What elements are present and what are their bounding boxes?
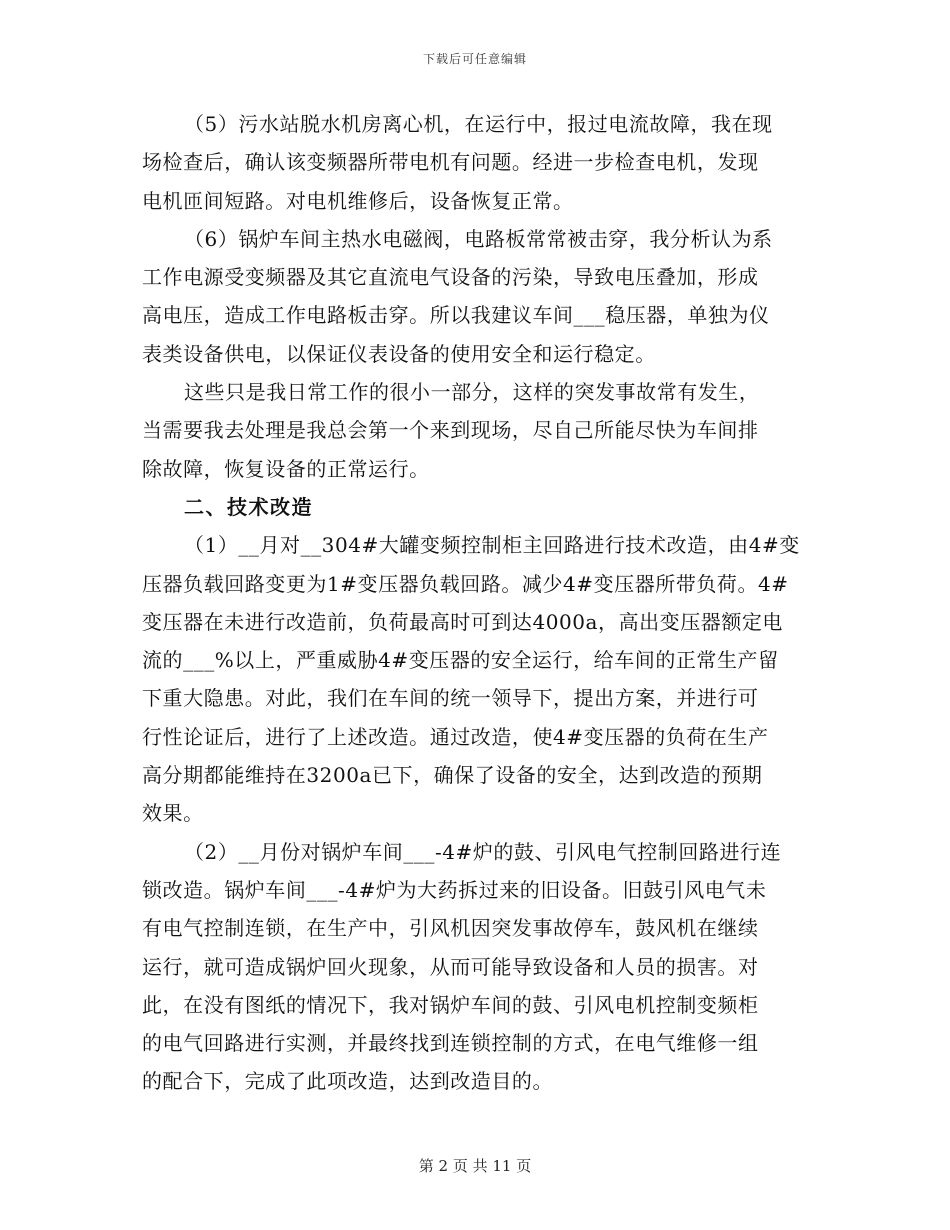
summary-paragraph-line-1: 这些只是我日常工作的很小一部分，这样的突发事故常有发生， bbox=[184, 380, 760, 405]
item-1-line-4: 流的___%以上，严重威胁4#变压器的安全运行，给车间的正常生产留 bbox=[142, 648, 779, 673]
item-2-line-2: 锁改造。锅炉车间___-4#炉为大药拆过来的旧设备。旧鼓引风电气未 bbox=[142, 877, 767, 902]
item-1-line-1: （1）__月对__304#大罐变频控制柜主回路进行技术改造，由4#变 bbox=[184, 533, 800, 558]
page-header: 下载后可任意编辑 bbox=[422, 52, 527, 66]
item-1-line-6: 行性论证后，进行了上述改造。通过改造，使4#变压器的负荷在生产 bbox=[142, 724, 769, 749]
summary-paragraph-line-2: 当需要我去处理是我总会第一个来到现场，尽自己所能尽快为车间排 bbox=[142, 418, 759, 443]
paragraph-6-line-1: （6）锅炉车间主热水电磁阀，电路板常常被击穿，我分析认为系 bbox=[184, 226, 773, 251]
document-body bbox=[142, 105, 822, 1101]
item-2-line-1: （2）__月份对锅炉车间___-4#炉的鼓、引风电气控制回路进行连 bbox=[184, 839, 782, 864]
item-2-line-3: 有电气控制连锁，在生产中，引风机因突发事故停车，鼓风机在继续 bbox=[142, 916, 759, 941]
item-1-line-2: 压器负载回路变更为1#变压器负载回路。减少4#变压器所带负荷。4# bbox=[142, 571, 789, 596]
item-2-line-7: 的配合下，完成了此项改造，达到改造目的。 bbox=[142, 1069, 553, 1094]
paragraph-5-line-1: （5）污水站脱水机房离心机，在运行中，报过电流故障，我在现 bbox=[184, 112, 773, 136]
summary-paragraph-line-3: 除故障，恢复设备的正常运行。 bbox=[142, 456, 430, 481]
item-1-line-3: 变压器在未进行改造前，负荷最高时可到达4000a，高出变压器额定电 bbox=[142, 609, 783, 634]
paragraph-6-line-3: 高电压，造成工作电路板击穿。所以我建议车间___稳压器，单独为仪 bbox=[142, 303, 770, 328]
item-1-line-5: 下重大隐患。对此，我们在车间的统一领导下，提出方案，并进行可 bbox=[142, 686, 759, 711]
paragraph-6-line-2: 工作电源受变频器及其它直流电气设备的污染，导致电压叠加，形成 bbox=[142, 265, 759, 290]
item-1-line-8: 效果。 bbox=[142, 801, 204, 826]
item-2-line-4: 运行，就可造成锅炉回火现象，从而可能导致设备和人员的损害。对 bbox=[142, 954, 759, 979]
page-number-footer: 第 2 页 共 11 页 bbox=[418, 1157, 532, 1175]
paragraph-6-line-4: 表类设备供电，以保证仪表设备的使用安全和运行稳定。 bbox=[142, 341, 656, 366]
paragraph-5-line-2: 场检查后，确认该变频器所带电机有问题。经进一步检查电机，发现 bbox=[142, 150, 759, 175]
paragraph-5-line-3: 电机匝间短路。对电机维修后，设备恢复正常。 bbox=[142, 188, 574, 213]
item-2-line-5: 此，在没有图纸的情况下，我对锅炉车间的鼓、引风电机控制变频柜 bbox=[142, 992, 759, 1017]
section-heading: 二、技术改造 bbox=[184, 494, 313, 519]
item-1-line-7: 高分期都能维持在3200a已下，确保了设备的安全，达到改造的预期 bbox=[142, 763, 763, 788]
item-2-line-6: 的电气回路进行实测，并最终找到连锁控制的方式，在电气维修一组 bbox=[142, 1031, 759, 1056]
